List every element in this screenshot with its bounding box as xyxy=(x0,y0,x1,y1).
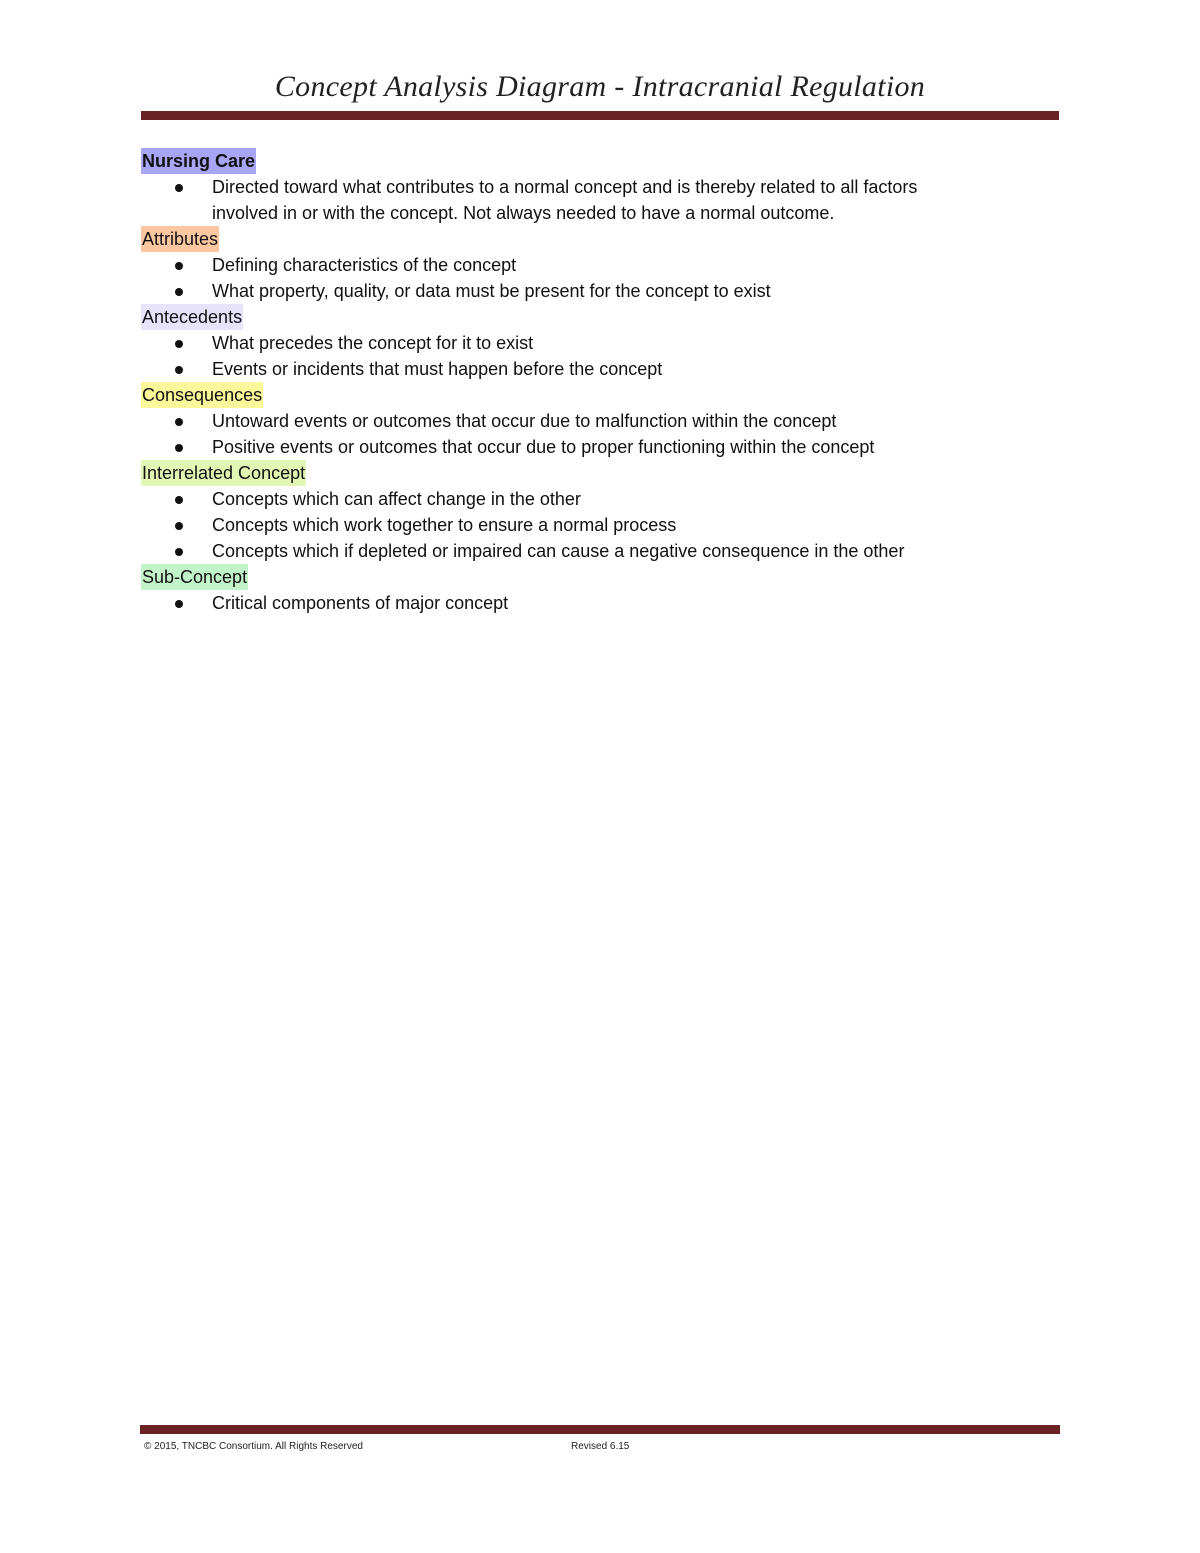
bullet-list xyxy=(141,408,1041,460)
list-item-text: Concepts which work together to ensure a normal process xyxy=(212,515,677,535)
bullet-icon xyxy=(175,548,183,556)
bullet-icon xyxy=(175,340,183,348)
list-item-text: What precedes the concept for it to exist xyxy=(212,333,534,353)
bullet-icon xyxy=(175,496,183,504)
section-interrelated-concept xyxy=(141,460,1041,564)
list-item xyxy=(141,590,1041,616)
list-item-text: Directed toward what contributes to a normal concept and is thereby related to all factors xyxy=(212,177,918,197)
section-sub-concept xyxy=(141,564,1041,616)
section-antecedents xyxy=(141,304,1041,382)
section-heading-attributes: Attributes xyxy=(141,226,219,252)
footer-revised: Revised 6.15 xyxy=(571,1441,630,1452)
list-item xyxy=(141,512,1041,538)
list-item xyxy=(141,356,1041,382)
bullet-icon xyxy=(175,288,183,296)
list-item-text: What property, quality, or data must be present for the concept to exist xyxy=(212,281,771,301)
list-item xyxy=(141,434,1041,460)
section-attributes xyxy=(141,226,1041,304)
list-item xyxy=(141,486,1041,512)
section-consequences xyxy=(141,382,1041,460)
list-item-text: Events or incidents that must happen before the concept xyxy=(212,359,663,379)
list-item xyxy=(141,330,1041,356)
bullet-list xyxy=(141,590,1041,616)
section-heading-interrelated-concept: Interrelated Concept xyxy=(141,460,306,486)
list-item xyxy=(141,538,1041,564)
list-item-text: Concepts which can affect change in the other xyxy=(212,489,581,509)
title-divider xyxy=(141,111,1059,120)
bullet-icon xyxy=(175,522,183,530)
list-item-text: Critical components of major concept xyxy=(212,593,509,613)
bullet-icon xyxy=(175,184,183,192)
list-item xyxy=(141,408,1041,434)
document-body xyxy=(141,148,1041,616)
bullet-icon xyxy=(175,600,183,608)
footer-divider xyxy=(140,1425,1060,1434)
list-item-text: Defining characteristics of the concept xyxy=(212,255,517,275)
section-heading-nursing-care: Nursing Care xyxy=(141,148,256,174)
bullet-list xyxy=(141,486,1041,564)
bullet-list xyxy=(141,252,1041,304)
bullet-list xyxy=(141,330,1041,382)
list-item-text: Concepts which if depleted or impaired can cause a negative consequence in the other xyxy=(212,541,905,561)
bullet-icon xyxy=(175,262,183,270)
list-item-text: Positive events or outcomes that occur due to proper functioning within the concept xyxy=(212,437,875,457)
list-item xyxy=(141,278,1041,304)
list-item-text: involved in or with the concept. Not always needed to have a normal outcome. xyxy=(212,203,835,223)
bullet-list xyxy=(141,174,1041,226)
list-item xyxy=(141,174,1041,200)
section-heading-consequences: Consequences xyxy=(141,382,263,408)
bullet-icon xyxy=(175,418,183,426)
section-heading-sub-concept: Sub-Concept xyxy=(141,564,248,590)
footer-copyright: © 2015, TNCBC Consortium. All Rights Reserved xyxy=(144,1441,363,1452)
list-item-continuation xyxy=(141,200,1041,226)
list-item xyxy=(141,252,1041,278)
page-title: Concept Analysis Diagram - Intracranial Regulation xyxy=(274,70,926,103)
section-heading-antecedents: Antecedents xyxy=(141,304,243,330)
bullet-icon xyxy=(175,366,183,374)
section-nursing-care xyxy=(141,148,1041,226)
list-item-text: Untoward events or outcomes that occur due to malfunction within the concept xyxy=(212,411,837,431)
bullet-icon xyxy=(175,444,183,452)
